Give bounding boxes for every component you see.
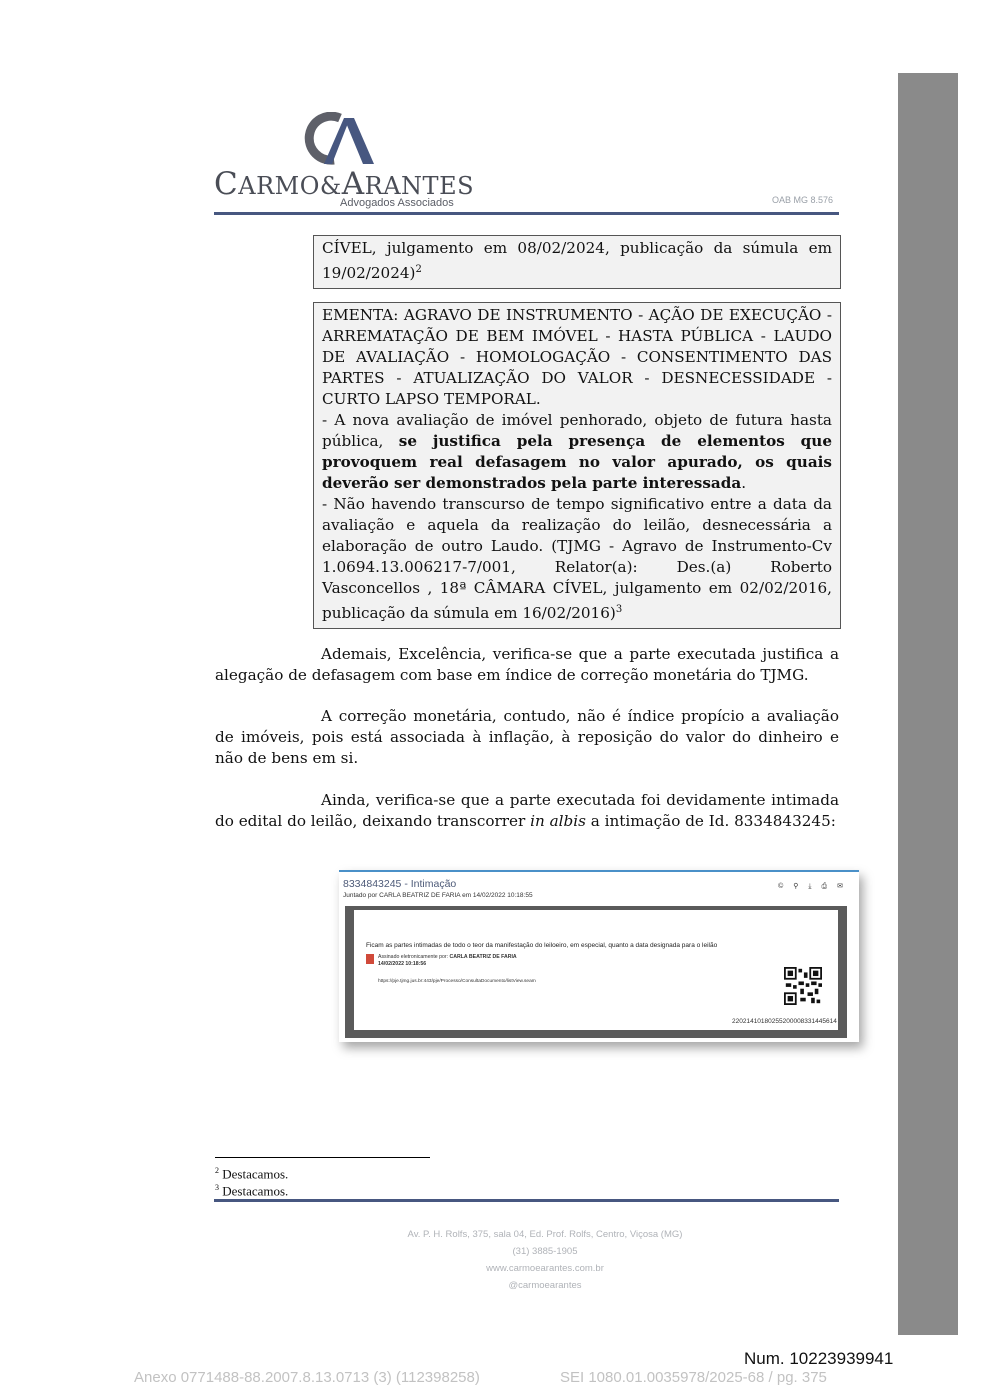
intimacao-screenshot [339,870,859,1042]
footnote-ref: 3 [615,604,623,615]
download-icon: ⤓ [808,883,822,890]
print-icon: ⎙ [821,883,838,890]
screenshot-toolbar [778,882,853,891]
pin-icon: ⚲ [793,883,809,890]
signature-block: Assinado eletronicamente por: CARLA BEATRIZ DE FARIA 14/02/2022 10:18:56 [378,954,517,967]
screenshot-title: 8334843245 - Intimação [343,878,457,890]
body-paragraph-2: A correção monetária, contudo, não é índice propício a avaliação de imóveis, pois está associada à inflação, à reposição do valor do dinheiro e não de bens em si. [215,707,839,767]
screenshot-top-line [339,870,859,872]
anexo-stamp: Anexo 0771488-88.2007.8.13.0713 (3) (112398258) [134,1369,480,1386]
document-page [354,910,838,1030]
footnote-2: $^2$ Destacamos. [215,1166,289,1182]
footer-instagram: @carmoearantes [508,1280,582,1291]
notice-text: Ficam as partes intimadas de todo o teor da manifestação do leiloeiro, em especial, quanto a data designada para o leilão [366,942,718,949]
document-num-stamp: Num. 10223939941 [744,1349,894,1368]
firm-subtitle: Advogados Associados [340,197,454,209]
document-frame [345,906,847,1038]
footnote-3: $^3$ Destacamos. [215,1183,289,1199]
sei-stamp: SEI 1080.01.0035978/2025-68 / pg. 375 [560,1369,827,1386]
pdf-icon [366,954,374,964]
ementa-text: EMENTA: AGRAVO DE INSTRUMENTO - AÇÃO DE EXECUÇÃO - ARREMATAÇÃO DE BEM IMÓVEL - HASTA PÚBLICA - LAUDO DE AVALIAÇÃO - HOMOLOGAÇÃO - CONSENTIMENTO DAS PARTES - ATUALIZAÇÃO DO VALOR - DESNECESSIDADE - CURTO LAPSO TEMPORAL. [322,306,832,408]
header-rule [214,212,839,215]
ementa-item-1: - A nova avaliação de imóvel penhorado, objeto de futura hasta pública, se justifica pela presença de elementos que provoquem real defasagem no valor apurado, os quais deverão ser demonstrados pela parte interessada. [322,411,833,492]
ementa-item-2: - Não havendo transcurso de tempo significativo entre a data da avaliação e aquela da realização do leilão, desnecessária a elaboração de outro Laudo. (TJMG - Agravo de Instrumento-Cv 1.0694.13.006217-7/001, Relator(a): Des.(a) Roberto Vasconcellos , 18ª CÂMARA CÍVEL, julgamento em 02/02/2016, publicação da súmula em 16/02/2016)$^3$ [322,495,832,623]
document-url: https://pje.tjmg.jus.br:443/pje/Processo/ConsultaDocumento/listView.seam [378,979,536,984]
body-paragraph-3: Ainda, verifica-se que a parte executada foi devidamente intimada do edital do leilão, deixando transcorrer in albis a intimação de Id. 8334843245: [215,791,839,830]
document-number: 22021410180255200008331445614 [732,1018,837,1025]
gray-margin-bar [898,73,958,1335]
footer-rule [214,1199,839,1202]
screenshot-joined: Juntado por CARLA BEATRIZ DE FARIA em 14/02/2022 10:18:55 [343,892,533,899]
mail-icon: ✉ [837,883,853,890]
footnote-rule [215,1157,430,1158]
footer-phone: (31) 3885-1905 [512,1246,578,1257]
quote1-text: CÍVEL, julgamento em 08/02/2024, publicação da súmula em 19/02/2024) [322,239,832,283]
info-icon: © [778,883,794,890]
footnote-ref: 2 [415,264,422,275]
quote-box-1 [313,235,841,289]
firm-name: CARMO&ARANTES [214,166,475,202]
quote-box-2 [313,302,841,629]
footer-address: Av. P. H. Rolfs, 375, sala 04, Ed. Prof. Rolfs, Centro, Viçosa (MG) [407,1229,683,1240]
body-paragraph-1: Ademais, Excelência, verifica-se que a parte executada justifica a alegação de defasagem com base em índice de correção monetária do TJMG. [215,645,839,684]
ca-monogram-icon [294,112,414,172]
oab-number: OAB MG 8.576 [772,195,834,205]
footer-website: www.carmoearantes.com.br [486,1263,604,1274]
firm-logo [214,112,475,212]
qr-code-icon [784,967,822,1005]
